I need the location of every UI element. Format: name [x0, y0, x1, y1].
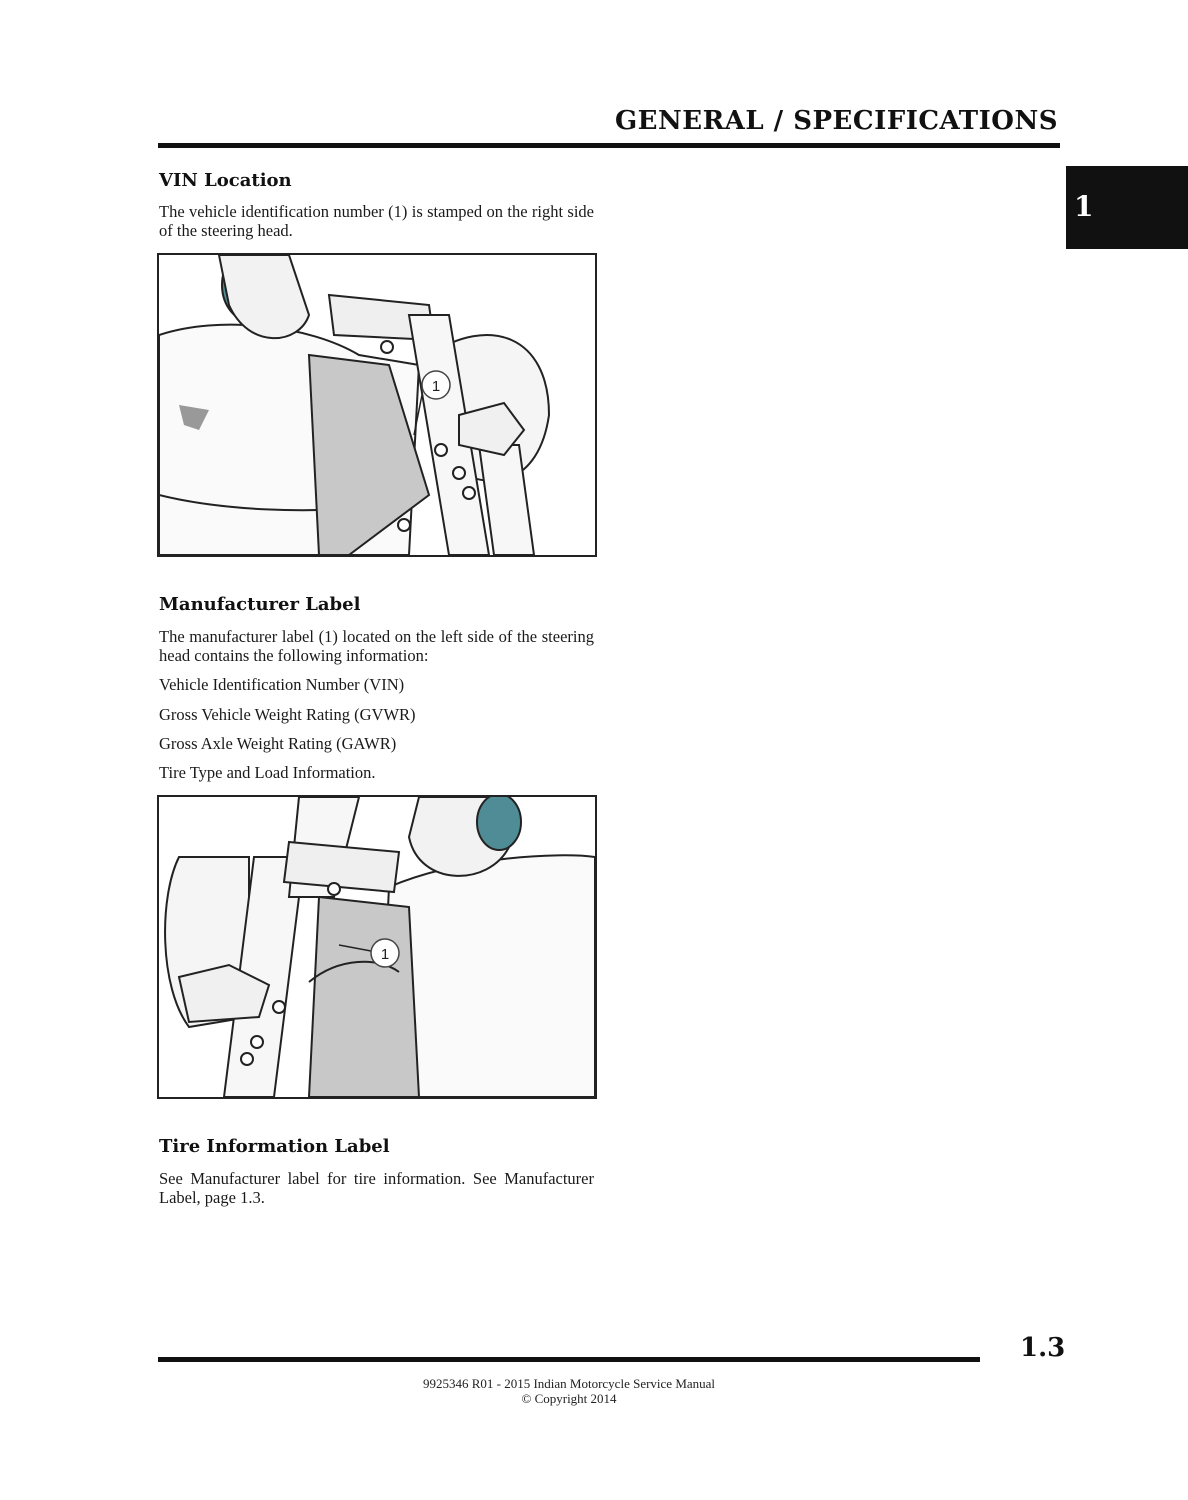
tire-information-text: See Manufacturer label for tire information. See Manufacturer Label, page 1.3. — [159, 1169, 594, 1207]
footer-manual-title: 9925346 R01 - 2015 Indian Motorcycle Service Manual — [422, 1376, 716, 1391]
manufacturer-label-figure — [157, 795, 597, 1099]
manufacturer-info-item: Gross Vehicle Weight Rating (GVWR) — [159, 705, 416, 724]
header-rule — [158, 143, 1060, 148]
vin-location-heading: VIN Location — [159, 170, 292, 191]
page-number: 1.3 — [1020, 1333, 1066, 1363]
vin-location-text: The vehicle identification number (1) is stamped on the right side of the steering head. — [159, 202, 594, 240]
tire-information-heading: Tire Information Label — [159, 1136, 390, 1157]
vin-location-figure — [157, 253, 597, 557]
manufacturer-info-item: Gross Axle Weight Rating (GAWR) — [159, 734, 397, 753]
chapter-tab-label: 1 — [1074, 190, 1094, 223]
manufacturer-steering-head-illustration — [159, 797, 595, 1097]
manufacturer-label-heading: Manufacturer Label — [159, 594, 361, 615]
vin-callout-number: 1 — [431, 378, 441, 395]
page-header-title: GENERAL / SPECIFICATIONS — [614, 106, 1058, 136]
footer-rule — [158, 1357, 980, 1362]
manufacturer-info-item: Tire Type and Load Information. — [159, 763, 376, 782]
vin-steering-head-illustration — [159, 255, 595, 555]
footer-text — [369, 1376, 769, 1406]
footer-copyright: © Copyright 2014 — [521, 1391, 617, 1406]
manufacturer-callout-number: 1 — [380, 946, 390, 963]
manufacturer-info-item: Vehicle Identification Number (VIN) — [159, 675, 405, 694]
chapter-tab — [1066, 166, 1188, 249]
manufacturer-label-text: The manufacturer label (1) located on the left side of the steering head contains the following information: — [159, 627, 594, 665]
